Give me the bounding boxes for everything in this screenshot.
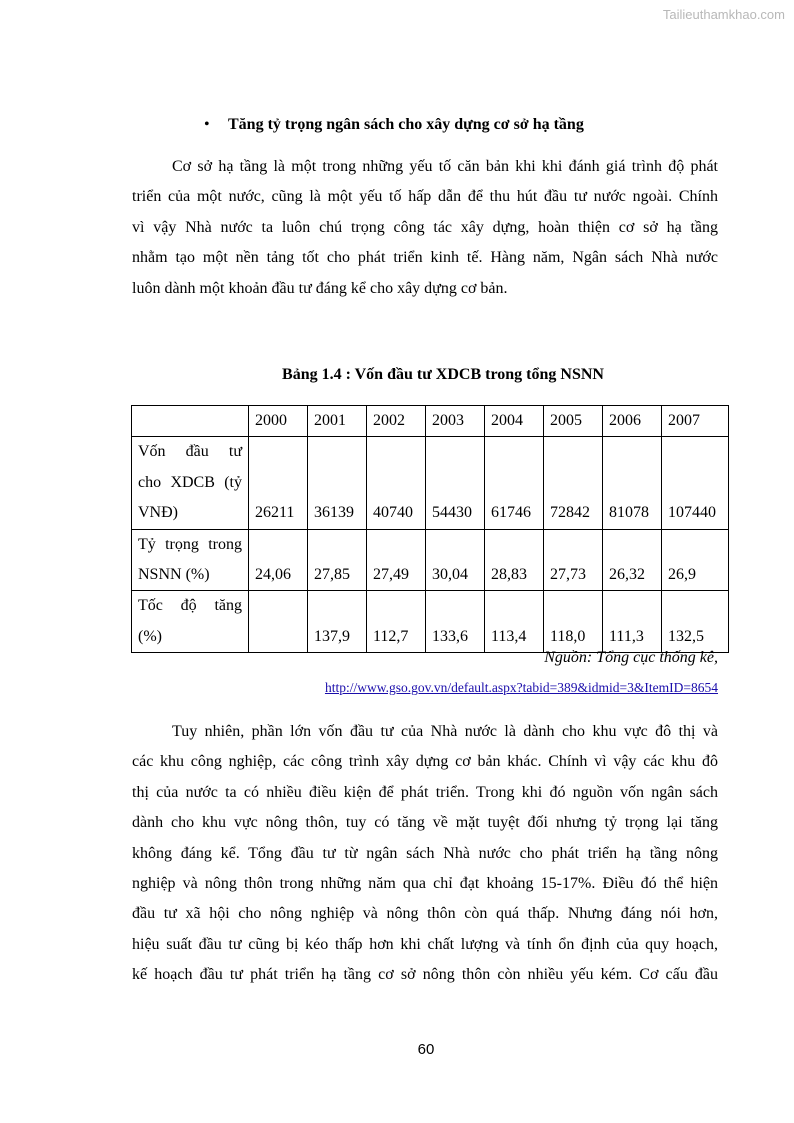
paragraph-line: Cơ sở hạ tầng là một trong những yếu tố căn bản khi khi đánh giá trình độ phát <box>172 158 718 175</box>
value-cell: 107440 <box>662 437 729 529</box>
value-cell: 111,3 <box>603 591 662 653</box>
row-label-line: VNĐ) <box>138 504 178 522</box>
table-row <box>132 437 729 529</box>
source-link[interactable]: http://www.gso.gov.vn/default.aspx?tabid=389&idmid=3&ItemID=8654 <box>324 680 718 695</box>
row-label-line: Tốc độ tăng <box>138 597 242 615</box>
value-cell: 81078 <box>603 437 662 529</box>
year-cell: 2004 <box>485 406 544 437</box>
section-heading <box>204 116 584 134</box>
value-cell: 137,9 <box>308 591 367 653</box>
table-corner-cell <box>132 406 249 437</box>
value-cell: 27,85 <box>308 529 367 591</box>
value-cell: 26211 <box>249 437 308 529</box>
value-cell: 113,4 <box>485 591 544 653</box>
investment-table <box>131 405 729 653</box>
value-cell: 40740 <box>367 437 426 529</box>
row-label <box>132 529 249 591</box>
value-cell: 28,83 <box>485 529 544 591</box>
section-heading-text: Tăng tỷ trọng ngân sách cho xây dựng cơ sở hạ tầng <box>228 116 584 133</box>
paragraph-line: nghiệp và nông thôn trong những năm qua chỉ đạt khoảng 15-17%. Điều đó thể hiện <box>132 875 718 893</box>
year-cell: 2006 <box>603 406 662 437</box>
value-cell: 54430 <box>426 437 485 529</box>
year-cell: 2000 <box>249 406 308 437</box>
table-row <box>132 591 729 653</box>
paragraph-line: hiệu suất đầu tư cũng bị kéo thấp hơn khi chất lượng và tính ổn định của quy hoạch, <box>132 935 718 953</box>
row-label-line: cho XDCB (tỷ <box>138 473 242 491</box>
row-label <box>132 437 249 529</box>
paragraph-line: luôn dành một khoản đầu tư đáng kể cho xây dựng cơ bản. <box>132 279 508 297</box>
paragraph-line: vì vậy Nhà nước ta luôn chú trọng công tác xây dựng, hoàn thiện cơ sở hạ tầng <box>132 218 718 236</box>
bullet-icon: • <box>204 116 210 133</box>
paragraph-line: Tuy nhiên, phần lớn vốn đầu tư của Nhà nước là dành cho khu vực đô thị và <box>172 723 718 740</box>
year-cell: 2003 <box>426 406 485 437</box>
value-cell: 36139 <box>308 437 367 529</box>
page-number: 60 <box>417 1041 435 1058</box>
year-cell: 2001 <box>308 406 367 437</box>
value-cell: 61746 <box>485 437 544 529</box>
paragraph-line: dành cho khu vực nông thôn, tuy có tăng về mặt tuyệt đối nhưng tỷ trọng lại tăng <box>132 814 718 832</box>
row-label-line: Vốn đầu tư <box>138 443 242 461</box>
row-label-line: Tỷ trọng trong <box>138 535 242 553</box>
value-cell: 133,6 <box>426 591 485 653</box>
value-cell: 27,49 <box>367 529 426 591</box>
paragraph-line: đầu tư xã hội cho nông nghiệp và nông thôn còn quá thấp. Nhưng đáng nói hơn, <box>132 905 718 923</box>
value-cell: 118,0 <box>544 591 603 653</box>
value-cell: 72842 <box>544 437 603 529</box>
table-header-row <box>132 406 729 437</box>
table-caption: Bảng 1.4 : Vốn đầu tư XDCB trong tổng NSNN <box>282 366 604 383</box>
paragraph-line: triển của một nước, cũng là một yếu tố hấp dẫn để thu hút đầu tư nước ngoài. Chính <box>132 188 718 206</box>
value-cell: 30,04 <box>426 529 485 591</box>
row-label-line: NSNN (%) <box>138 566 210 584</box>
value-cell: 27,73 <box>544 529 603 591</box>
watermark: Tailieuthamkhao.com <box>662 7 785 22</box>
year-cell: 2007 <box>662 406 729 437</box>
value-cell: 24,06 <box>249 529 308 591</box>
paragraph-line: nhằm tạo một nền tảng tốt cho phát triển kinh tế. Hàng năm, Ngân sách Nhà nước <box>132 249 718 267</box>
table-source: Nguồn: Tổng cục thống kê, <box>544 649 718 666</box>
year-cell: 2005 <box>544 406 603 437</box>
paragraph-2 <box>132 717 718 991</box>
year-cell: 2002 <box>367 406 426 437</box>
value-cell: 132,5 <box>662 591 729 653</box>
paragraph-line: kế hoạch đầu tư phát triển hạ tầng cơ sở nông thôn còn nhiều yếu kém. Cơ cấu đầu <box>132 966 718 984</box>
table-row <box>132 529 729 591</box>
value-cell: 26,9 <box>662 529 729 591</box>
row-label <box>132 591 249 653</box>
paragraph-line: các khu công nghiệp, các công trình xây dựng cơ bản khác. Chính vì vậy các khu đô <box>132 753 718 771</box>
paragraph-line: thị của nước ta có nhiều điều kiện để phát triển. Trong khi đó nguồn vốn ngân sách <box>132 783 718 801</box>
value-cell <box>249 591 308 653</box>
paragraph-line: không đáng kể. Tổng đầu tư từ ngân sách Nhà nước cho phát triển hạ tầng nông <box>132 844 718 862</box>
paragraph-1 <box>132 152 718 304</box>
row-label-line: (%) <box>138 627 162 645</box>
value-cell: 112,7 <box>367 591 426 653</box>
value-cell: 26,32 <box>603 529 662 591</box>
